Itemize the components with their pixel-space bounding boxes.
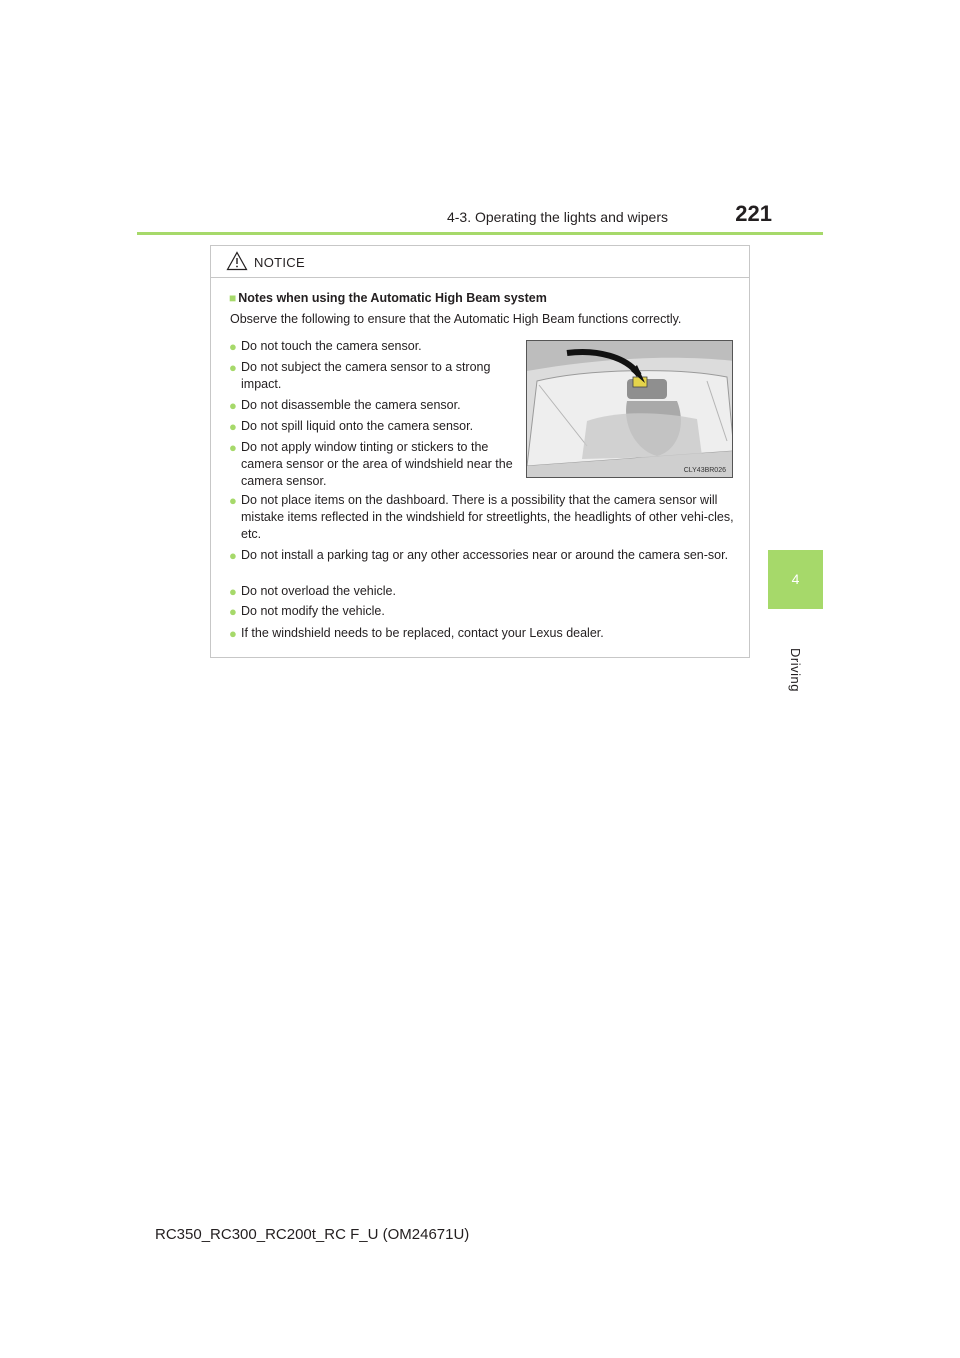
list-item: ● Do not touch the camera sensor. [229,339,422,354]
bullet-dot-icon: ● [229,548,237,563]
bullet-dot-icon: ● [229,339,237,354]
bullet-dot-icon: ● [229,584,237,599]
list-item: ● Do not subject the camera sensor to a strong impact. [229,360,491,391]
list-item: ● Do not overload the vehicle. [229,584,396,599]
camera-sensor-illustration [526,340,733,478]
list-item: ● Do not apply window tinting or stickers to the camera sensor or the area of windshield near the camera sensor. [229,440,513,488]
bullet-dot-icon: ● [229,604,237,619]
chapter-label: Driving [788,648,803,692]
page-number: 221 [735,201,772,226]
section-title: 4-3. Operating the lights and wipers [446,209,668,225]
notice-box [210,245,750,658]
bullet-dot-icon: ● [229,626,237,641]
windshield-camera-image [527,341,733,478]
square-bullet-icon: ■ [229,291,237,305]
list-item: ● Do not disassemble the camera sensor. [229,398,461,413]
list-item: ● Do not modify the vehicle. [229,604,385,619]
notice-label: NOTICE [254,255,305,270]
list-item: ● Do not place items on the dashboard. There is a possibility that the camera sensor will mistake items reflected in the windshield for streetlights, the headlights of other vehi-cles, etc. [229,493,734,541]
bullet-dot-icon: ● [229,440,237,455]
header-rule [137,232,823,235]
bullet-dot-icon: ● [229,360,237,375]
notice-header [211,246,749,278]
notice-intro: Observe the following to ensure that the Automatic High Beam functions correctly. [230,312,682,326]
model-code: RC350_RC300_RC200t_RC F_U (OM24671U) [155,1226,470,1243]
bullet-dot-icon: ● [229,419,237,434]
chapter-tab: 4 [768,550,823,609]
image-code: CLY43BR026 [683,467,726,474]
list-item: ● Do not spill liquid onto the camera sensor. [229,419,474,434]
notice-section-title: ■ Notes when using the Automatic High Beam system [229,291,547,305]
list-item: ● Do not install a parking tag or any other accessories near or around the camera sen-sor. [229,548,729,563]
bullet-dot-icon: ● [229,493,237,508]
list-item: ● If the windshield needs to be replaced, contact your Lexus dealer. [229,626,604,641]
bullet-dot-icon: ● [229,398,237,413]
warning-triangle-icon [226,251,248,271]
